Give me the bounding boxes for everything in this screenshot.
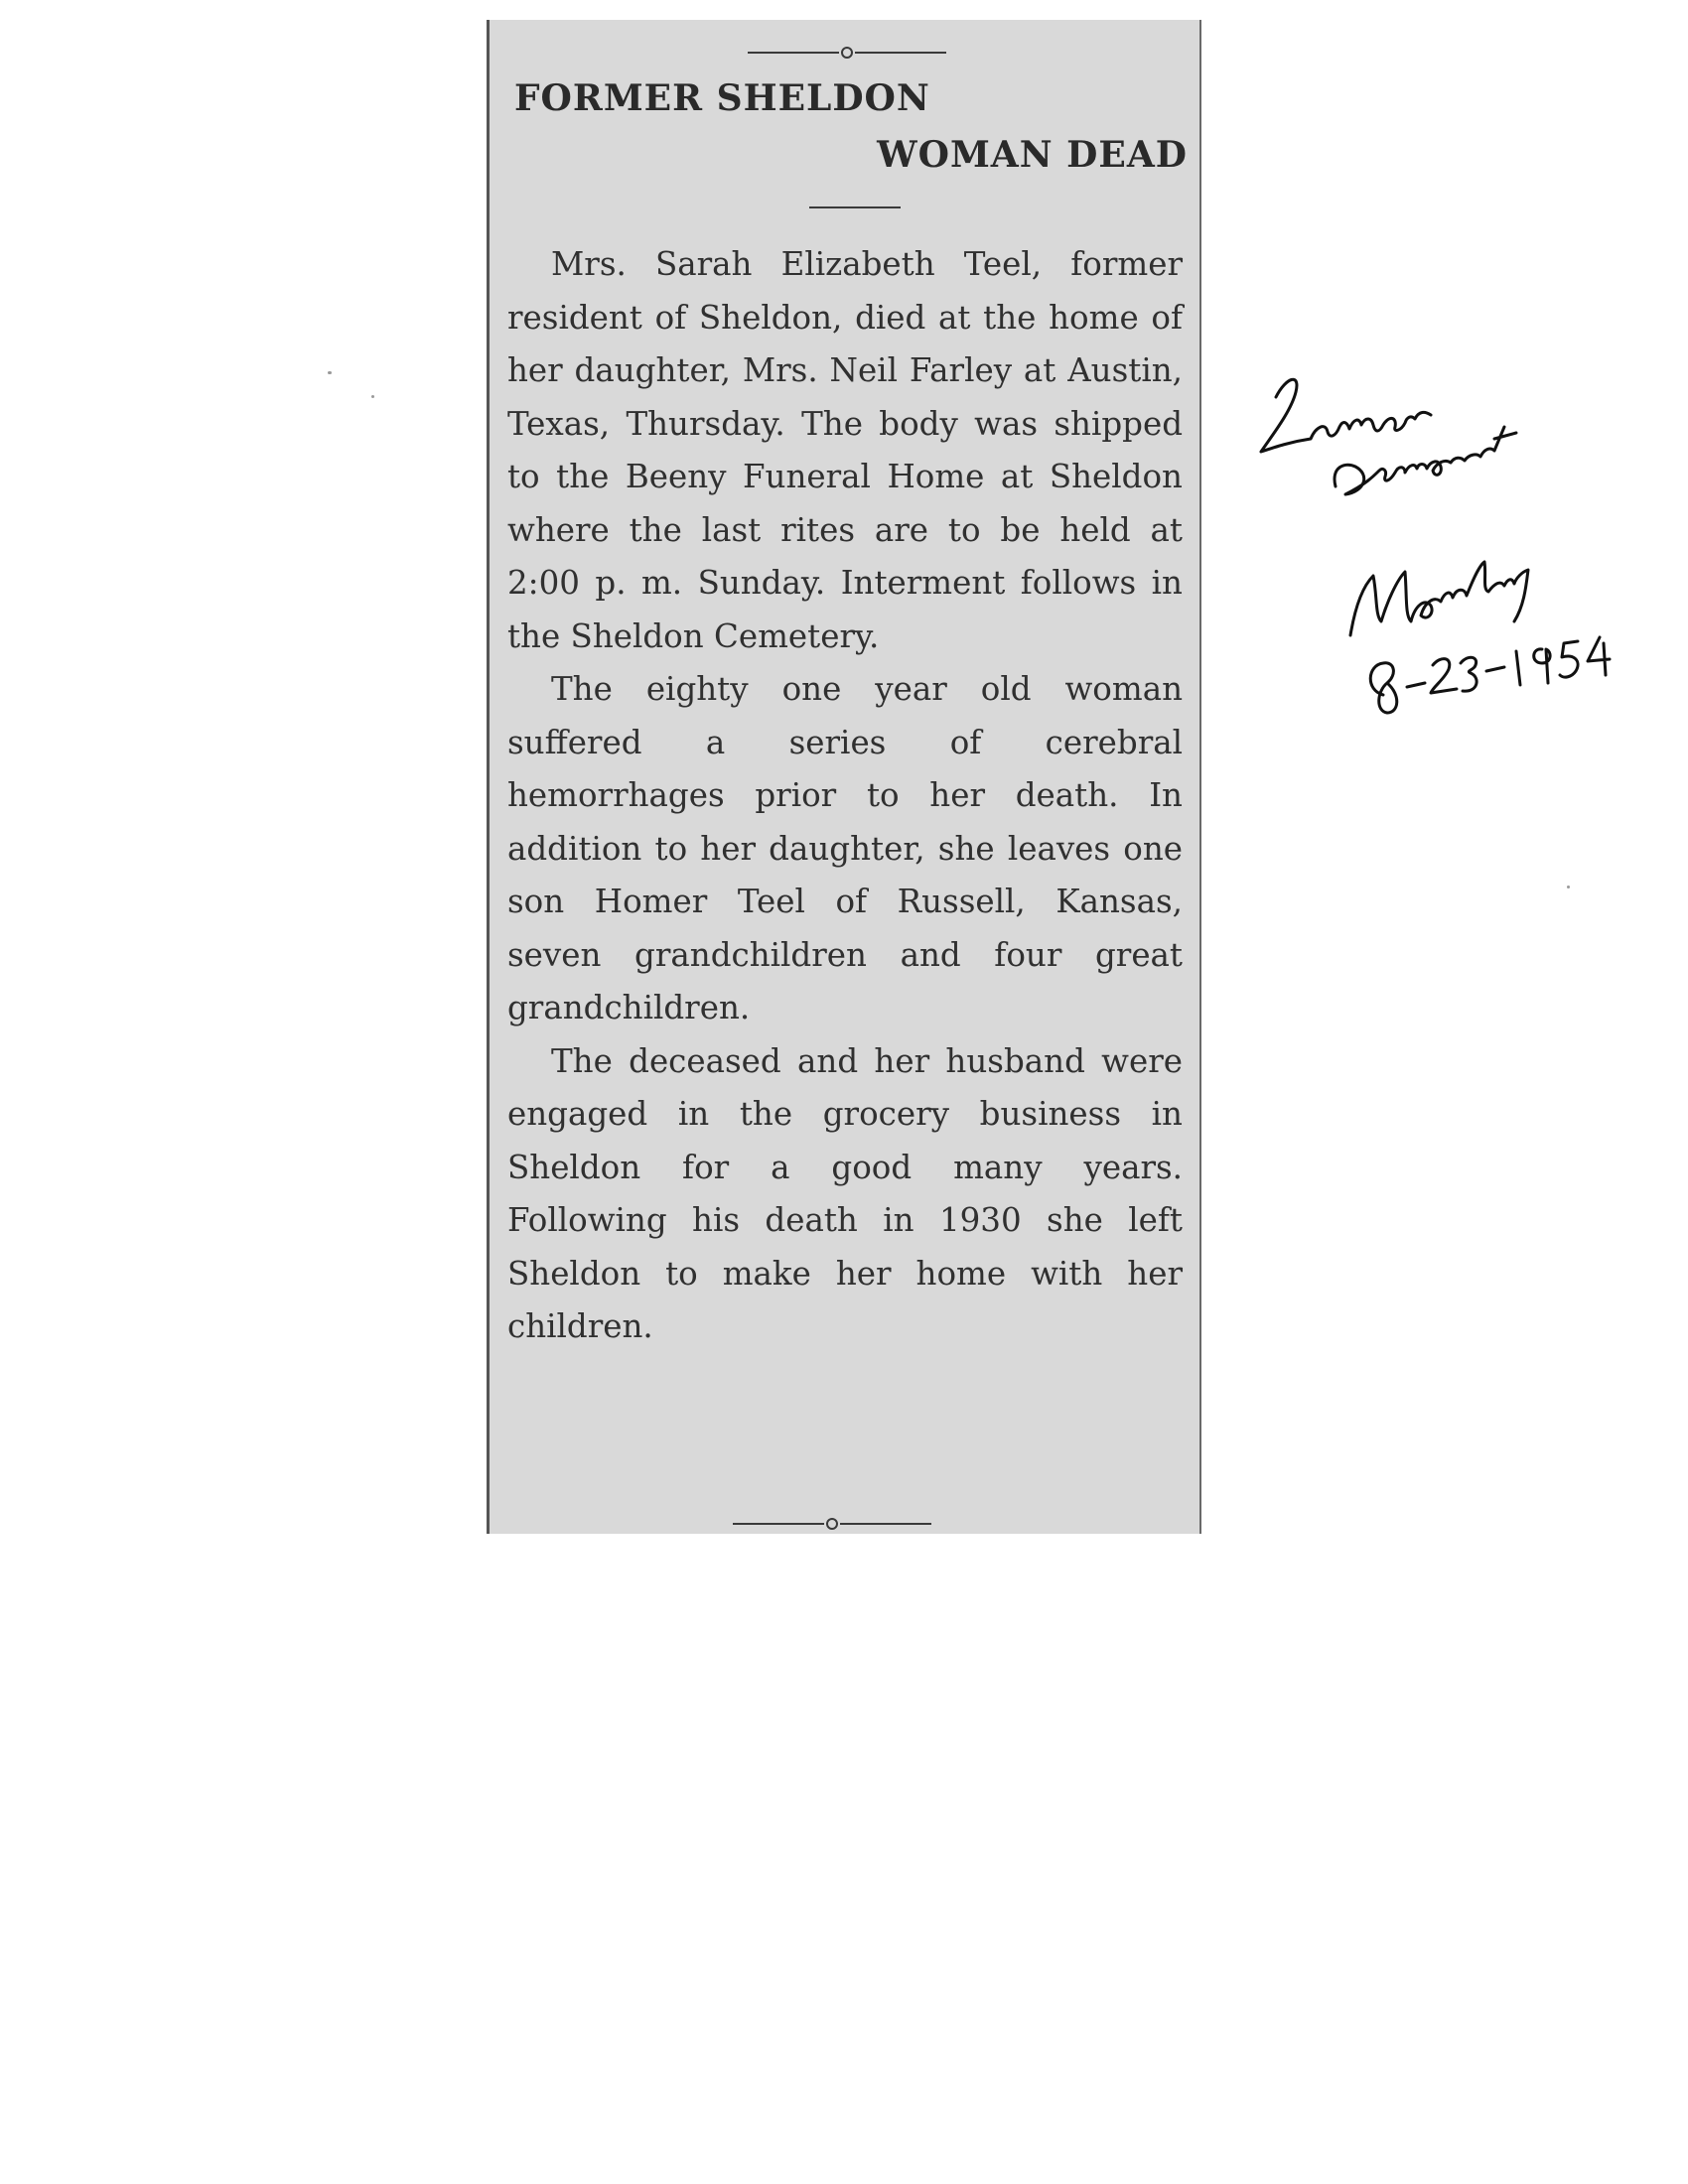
headline-divider — [809, 206, 901, 208]
handwriting-democrat — [1335, 427, 1516, 494]
headline-line-2: WOMAN DEAD — [877, 134, 1188, 176]
scan-speck — [328, 371, 332, 374]
obituary-paragraph-1: Mrs. Sarah Elizabeth Teel, former resident of Sheldon, died at the home of her daughter, Mrs. Neil Farley at Austin, Texas, Thursday. The body was shipped to the Beeny Funeral Home at Sheldon where the last rites are to be held at 2:00 p. m. Sunday. Interment follows in the Sheldon Cemetery. — [507, 245, 1183, 655]
scan-speck — [1567, 886, 1570, 888]
obituary-body — [507, 238, 1183, 1354]
bottom-ornament-rule — [733, 1517, 931, 1531]
obituary-paragraph-3: The deceased and her husband were engaged in the grocery business in Sheldon for a good many years. Following his death in 1930 she left Sheldon to make her home with her children. — [507, 1041, 1183, 1345]
handwriting-lamar — [1261, 379, 1431, 452]
handwritten-annotation — [1256, 367, 1653, 725]
scan-speck — [371, 395, 374, 398]
handwriting-monday — [1350, 562, 1528, 635]
top-ornament-rule — [748, 46, 946, 60]
handwriting-date — [1370, 637, 1610, 713]
headline-line-1: FORMER SHELDON — [514, 77, 930, 119]
newspaper-clipping — [487, 20, 1201, 1534]
obituary-paragraph-2: The eighty one year old woman suffered a series of cerebral hemorrhages prior to her death. In addition to her daughter, she leaves one son Homer Teel of Russell, Kansas, seven grandchildren and four great grandchildren. — [507, 670, 1183, 1026]
